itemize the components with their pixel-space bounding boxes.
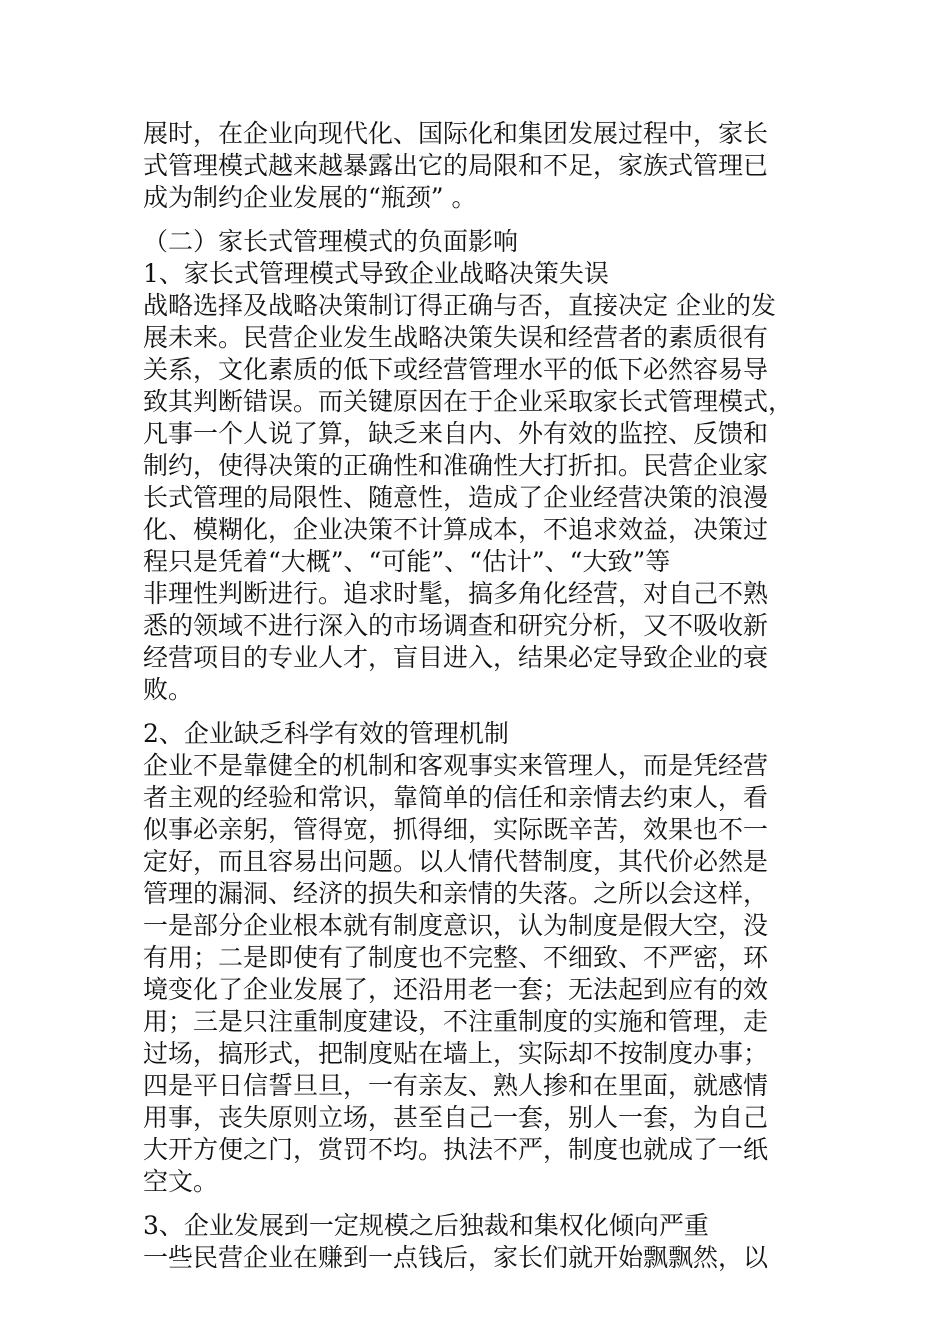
item1-line: 凡事一个人说了算，缺乏来自内、外有效的监控、反馈和 [143, 419, 769, 448]
item1-line: 经营项目的专业人才，盲目进入，结果必定导致企业的衰 [143, 643, 769, 672]
item1-line: 长式管理的局限性、随意性，造成了企业经营决策的浪漫 [143, 483, 769, 512]
item1-line: 关系，文化素质的低下或经营管理水平的低下必然容易导 [143, 355, 769, 384]
item2-line: 者主观的经验和常识，靠简单的信任和亲情去约束人，看 [143, 783, 769, 812]
item2-heading: 2、企业缺乏科学有效的管理机制 [143, 719, 509, 748]
item2-line: 境变化了企业发展了，还沿用老一套；无法起到应有的效 [143, 975, 769, 1004]
item1-line: 展未来。民营企业发生战略决策失误和经营者的素质很有 [143, 323, 769, 352]
item2-line: 四是平日信誓旦旦，一有亲友、熟人掺和在里面，就感情 [143, 1071, 769, 1100]
item2-line: 用事，丧失原则立场，甚至自己一套，别人一套，为自己 [143, 1103, 769, 1132]
intro-line: 式管理模式越来越暴露出它的局限和不足，家族式管理已 [143, 151, 769, 180]
section-heading: （二）家长式管理模式的负面影响 [143, 227, 519, 256]
item2-line: 定好，而且容易出问题。以人情代替制度，其代价必然是 [143, 847, 769, 876]
item2-line: 管理的漏洞、经济的损失和亲情的失落。之所以会这样， [143, 879, 769, 908]
item2-line: 过场，搞形式，把制度贴在墙上，实际却不按制度办事； [143, 1039, 769, 1068]
item2-line: 企业不是靠健全的机制和客观事实来管理人，而是凭经营 [143, 751, 769, 780]
item3-line: 一些民营企业在赚到一点钱后，家长们就开始飘飘然，以 [143, 1243, 769, 1272]
item3-heading: 3、企业发展到一定规模之后独裁和集权化倾向严重 [143, 1211, 709, 1240]
item2-line: 空文。 [143, 1167, 219, 1196]
intro-line: 展时，在企业向现代化、国际化和集团发展过程中，家长 [143, 119, 769, 148]
item1-line: 程只是凭着“大概”、“可能”、“估计”、“大致”等 [143, 547, 671, 576]
item2-line: 一是部分企业根本就有制度意识，认为制度是假大空，没 [143, 911, 769, 940]
item2-line: 似事必亲躬，管得宽，抓得细，实际既辛苦，效果也不一 [143, 815, 769, 844]
item1-line: 致其判断错误。而关键原因在于企业采取家长式管理模式， [143, 387, 794, 416]
intro-line: 成为制约企业发展的“瓶颈” 。 [143, 183, 477, 212]
item2-line: 大开方便之门，赏罚不均。执法不严，制度也就成了一纸 [143, 1135, 769, 1164]
item2-line: 有用；二是即使有了制度也不完整、不细致、不严密，环 [143, 943, 769, 972]
item2-line: 用；三是只注重制度建设，不注重制度的实施和管理，走 [143, 1007, 769, 1036]
item1-line: 悉的领域不进行深入的市场调查和研究分析，又不吸收新 [143, 611, 769, 640]
item1-line: 化、模糊化，企业决策不计算成本，不追求效益，决策过 [143, 515, 769, 544]
item1-line: 战略选择及战略决策制订得正确与否，直接决定 企业的发 [143, 291, 776, 320]
item1-heading: 1、家长式管理模式导致企业战略决策失误 [143, 259, 609, 288]
item1-line: 非理性判断进行。追求时髦，搞多角化经营，对自己不熟 [143, 579, 769, 608]
item1-line: 败。 [143, 675, 194, 704]
item1-line: 制约，使得决策的正确性和准确性大打折扣。民营企业家 [143, 451, 769, 480]
